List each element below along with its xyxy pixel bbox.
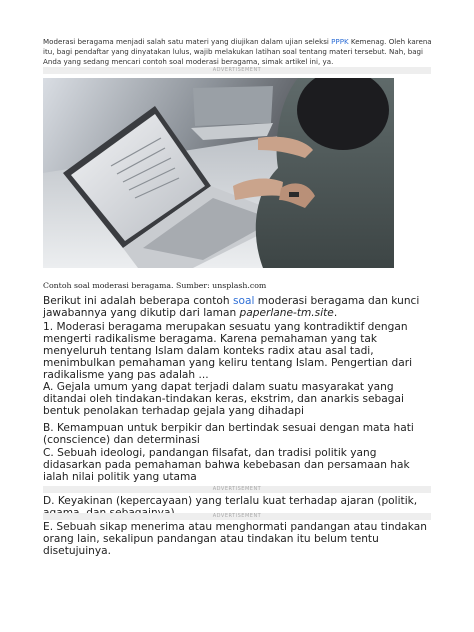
lead-text-middle: moderasi beragama dan kunci jawabannya yang dikutip dari laman (43, 295, 420, 319)
option-b: B. Kemampuan untuk berpikir dan bertindak sesuai dengan mata hati (conscience) dan determinasi (43, 422, 414, 446)
article-photo (43, 78, 394, 268)
advertisement-label-top: ADVERTISEMENT (43, 67, 431, 74)
photo-caption: Contoh soal moderasi beragama. Sumber: unsplash.com (43, 281, 267, 290)
advertisement-label-bottom: ADVERTISEMENT (43, 513, 431, 520)
lead-paragraph (43, 295, 433, 319)
lead-text-end: . (333, 307, 338, 319)
option-d: D. Keyakinan (kepercayaan) yang terlalu kuat terhadap ajaran (politik, (43, 495, 418, 507)
pppk-link[interactable]: PPPK (331, 37, 349, 46)
source-site: paperlane-tm.site (239, 307, 334, 319)
advertisement-label-middle: ADVERTISEMENT (43, 486, 431, 493)
option-a: A. Gejala umum yang dapat terjadi dalam suatu masyarakat yang ditandai oleh tindakan-tindakan keras, ekstrim, dan anarkis sebagai bentuk penolakan terhadap gejala yang dihadapi (43, 381, 404, 417)
soal-link[interactable]: soal (232, 295, 255, 307)
intro-text-end: Kemenag. Oleh karena itu, bagi pendaftar yang dinyatakan lulus, wajib melakukan latihan soal tentang materi tersebut. Nah, bagi Anda yang sedang mencari contoh soal moderasi beragama, simak artikel ini, ya. (43, 37, 432, 67)
lead-text: Berikut ini adalah beberapa contoh (43, 295, 233, 307)
laptop-photo-illustration (43, 78, 394, 268)
intro-paragraph (43, 37, 435, 68)
question-text: 1. Moderasi beragama merupakan sesuatu yang kontradiktif dengan mengerti radikalisme beragama. Karena pemahaman yang tak menyeluruh tentang Islam dalam konteks radix atau asal tadi, menimbulkan pemahaman yang keliru tentang Islam. Pengertian dari radikalisme yang pas adalah ... (43, 321, 413, 381)
intro-text: Moderasi beragama menjadi salah satu materi yang diujikan dalam ujian seleksi (43, 37, 332, 46)
option-e: E. Sebuah sikap menerima atau menghormati pandangan atau tindakan orang lain, sekalipun pandangan atau tindakan itu belum tentu disetujuinya. (43, 521, 427, 557)
option-c: C. Sebuah ideologi, pandangan filsafat, dan tradisi politik yang didasarkan pada pemahaman bahwa kebebasan dan persamaan hak ialah nilai politik yang utama (43, 447, 410, 483)
